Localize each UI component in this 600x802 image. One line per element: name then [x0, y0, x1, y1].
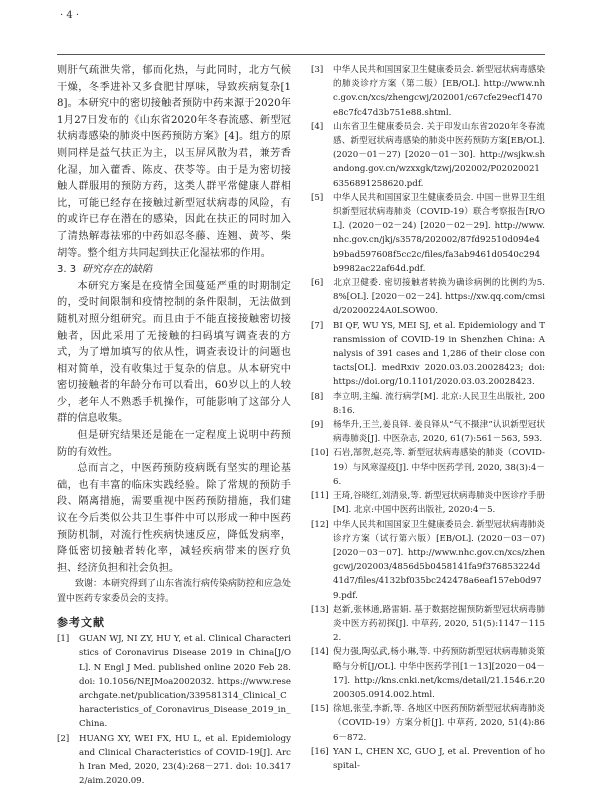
reference-text: YAN L, CHEN XC, GUO J, et al. Prevention of hospital-	[333, 746, 545, 771]
paragraph-4: 总而言之，中医药预防疫病既有坚实的理论基础，也有丰富的临床实践经验。除了常规的预防手段、隔离措施，需要重视中医药预防措施，我们建议在今后类似公共卫生事件中可以形成一种中医药预防机制，对流行性疾病快速反应，降低发病率，降低密切接触者转化率，减轻疾病带来的医疗负担、经济负担和社会负担。	[57, 463, 291, 574]
left-column	[57, 63, 291, 788]
reference-item	[311, 191, 545, 276]
reference-number: [10]	[311, 448, 329, 459]
reference-text: GUAN WJ, NI ZY, HU Y, et al. Clinical Characteristics of Coronavirus Disease 2019 in China[J/OL]. N Engl J Med. published online 2020 Feb 28. doi: 10.1056/NEJMoa2002032. https://www.researchgate.net/publication/339581314_Clinical_Characteristics_of_Coronavirus_Disease_2019_in_China.	[79, 634, 291, 730]
reference-number: [3]	[311, 65, 324, 75]
header-rule	[57, 54, 545, 55]
paragraph-3: 但是研究结果还是能在一定程度上说明中药预防的有效性。	[57, 430, 291, 458]
section-heading	[57, 262, 291, 279]
reference-item	[311, 645, 545, 702]
reference-item	[311, 603, 545, 646]
reference-text: 杨华升,王兰,姜良铎. 姜良铎从“气不摄津”认识新型冠状病毒肺炎[J]. 中医杂志, 2020, 61(7):561－563, 593.	[333, 420, 545, 445]
reference-item	[311, 702, 545, 745]
reference-item	[311, 390, 545, 418]
reference-item	[311, 745, 545, 773]
acknowledgement: 致谢：本研究得到了山东省流行病传染病防控和应急处置中医药专家委员会的支持。	[57, 579, 292, 604]
reference-item	[311, 489, 545, 517]
reference-item	[57, 732, 291, 789]
reference-text: 徐旭,张莹,李新,等. 各地区中医药预防新型冠状病毒肺炎（COVID-19）方案分析[J]. 中草药, 2020, 51(4):866－872.	[333, 704, 545, 743]
right-column	[311, 63, 545, 802]
reference-item	[57, 632, 291, 731]
reference-item	[311, 120, 545, 191]
reference-text: 赵新,张林通,路雷娟. 基于数据挖掘预防新型冠状病毒肺炎中医方药初探[J]. 中草药, 2020, 51(5):1147－1152.	[333, 604, 545, 644]
reference-number: [1]	[57, 634, 70, 645]
reference-text: 山东省卫生健康委员会. 关于印发山东省2020年冬春流感、新型冠状病毒感染的肺炎中医药预防方案[EB/OL]. (2020－01－27) [2020－01－30]. http://wsjkw.shandong.gov.cn/wzxxgk/tzwj/202002/P020200216356891258620.pdf.	[333, 121, 545, 189]
section-title: 研究存在的缺陷	[82, 264, 153, 276]
references-title: 参考文献	[57, 616, 105, 630]
reference-text: HUANG XY, WEI FX, HU L, et al. Epidemiology and Clinical Characteristics of COVID-19[J]. Arch Iran Med, 2020, 23(4):268－271. doi: 10.34172/aim.2020.09.	[79, 733, 291, 787]
reference-number: [15]	[311, 704, 329, 715]
reference-number: [4]	[311, 121, 324, 132]
reference-number: [13]	[311, 604, 329, 615]
reference-number: [2]	[57, 733, 70, 744]
reference-text: BI QF, WU YS, MEI SJ, et al. Epidemiology and Transmission of COVID-19 in Shenzhen China: Analysis of 391 cases and 1,286 of their close contacts[OL]. medRxiv 2020.03.03.20028423; doi: https://doi.org/10.1101/2020.03.03.20028423.	[333, 320, 546, 388]
reference-number: [7]	[311, 320, 324, 331]
reference-item	[311, 787, 545, 801]
section-number: 3. 3	[57, 264, 77, 276]
paragraph-2: 本研究方案是在疫情全国蔓延严重的时期制定的，受时间限制和疫情控制的条件限制，无法做到随机对照分组研究。而且由于不能直接接触密切接触者，因此采用了无接触的扫码填写调查表的方式，为了增加填写的依从性，调查表设计的问题也相对简单，没有收集过于复杂的信息。从本研究中密切接触者的年龄分布可以看出，60岁以上的人较少，老年人不熟悉手机操作，可能影响了这部分人群的信息收集。	[57, 280, 291, 425]
reference-number: [8]	[311, 391, 324, 402]
reference-number: [12]	[311, 519, 329, 530]
reference-item	[311, 319, 545, 390]
reference-text: 中华人民共和国国家卫生健康委员会. 中国－世界卫生组织新型冠状病毒肺炎（COVID-19）联合考察报告[R/OL]. (2020－02－24) [2020－02－29]. http://www.nhc.gov.cn/jkj/s3578/202002/87fd92510d094e4b9bad597608f5cc2c/files/fa3ab9461d0540c294b9982ac22af64d.pdf.	[333, 192, 545, 274]
reference-text: 中华人民共和国国家卫生健康委员会. 新型冠状病毒肺炎诊疗方案（试行第六版）[EB/OL]. (2020－03－07) [2020－03－07]. http://www.nhc.gov.cn/xcs/zhengcwj/202003/4856d5b0458141fa9f376853224d41d7/files/4132bf035bc242478a6eaf157eb0d979.pdf.	[333, 519, 545, 601]
reference-text: 北京卫健委. 密切接触者转换为确诊病例的比例约为5.8%[OL]. [2020－02－24]. https://xw.qq.com/cmsid/20200224A0LSOW00.	[333, 278, 545, 317]
page-number: · 4 ·	[60, 10, 80, 21]
reference-number: [14]	[311, 647, 329, 658]
paragraph-1: 则肝气疏泄失常，郁而化热，与此同时，北方气候干燥，冬季进补又多食肥甘厚味，导致疾病复杂[18]。本研究中的密切接触者预防中药来源于2020年1月27日发布的《山东省2020年冬春流感、新型冠状病毒感染的肺炎中医药预防方案》[4]。组方的原则同样是益气扶正为主，以玉屏风散为君，兼芳香化湿，加入藿香、陈皮、茯苓等。由于是为密切接触人群服用的预防方药，这类人群平常健康人群相比，可能已经存在接触过新型冠状病毒的风险，有的或许已存在潜在的感染，因此在扶正的同时加入了清热解毒祛邪的中药如忍冬藤、连翘、黄芩、柴胡等。整个组方共同起到扶正化湿祛邪的作用。	[57, 65, 291, 259]
reference-item	[311, 418, 545, 446]
reference-number: [6]	[311, 278, 324, 289]
reference-item	[311, 773, 545, 787]
reference-number: [16]	[311, 746, 329, 757]
reference-number: [5]	[311, 192, 324, 203]
reference-text: 石岩,郜贺,赵亮,等. 新型冠状病毒感染的肺炎（COVID-19）与风寒湿疫[J]. 中华中医药学刊, 2020, 38(3):4－6.	[333, 448, 545, 487]
reference-item	[311, 446, 545, 489]
reference-text: 王琦,谷晓红,刘清泉,等. 新型冠状病毒肺炎中医诊疗手册[M]. 北京:中国中医药出版社, 2020:4－5.	[333, 491, 545, 516]
reference-number: [11]	[311, 491, 329, 502]
reference-item	[311, 518, 545, 603]
reference-item	[311, 63, 545, 120]
reference-item	[311, 276, 545, 319]
reference-text: 李立明,主编. 流行病学[M]. 北京:人民卫生出版社, 2008:16.	[333, 391, 545, 416]
reference-text: 倪力强,陶弘武,杨小琳,等. 中药预防新型冠状病毒肺炎策略与分析[J/OL]. 中华中医药学刊[1－13][2020－04－17]. http://kns.cnki.net/kcms/detail/21.1546.r.20200305.0914.002.html.	[333, 647, 545, 700]
reference-number: [9]	[311, 420, 324, 431]
reference-text: 中华人民共和国国家卫生健康委员会. 新型冠状病毒感染的肺炎诊疗方案（第二版）[EB/OL]. http://www.nhc.gov.cn/xcs/zhengcwj/202001/c67cfe29ecf1470e8c7fc47d3b751e88.shtml.	[333, 65, 545, 118]
